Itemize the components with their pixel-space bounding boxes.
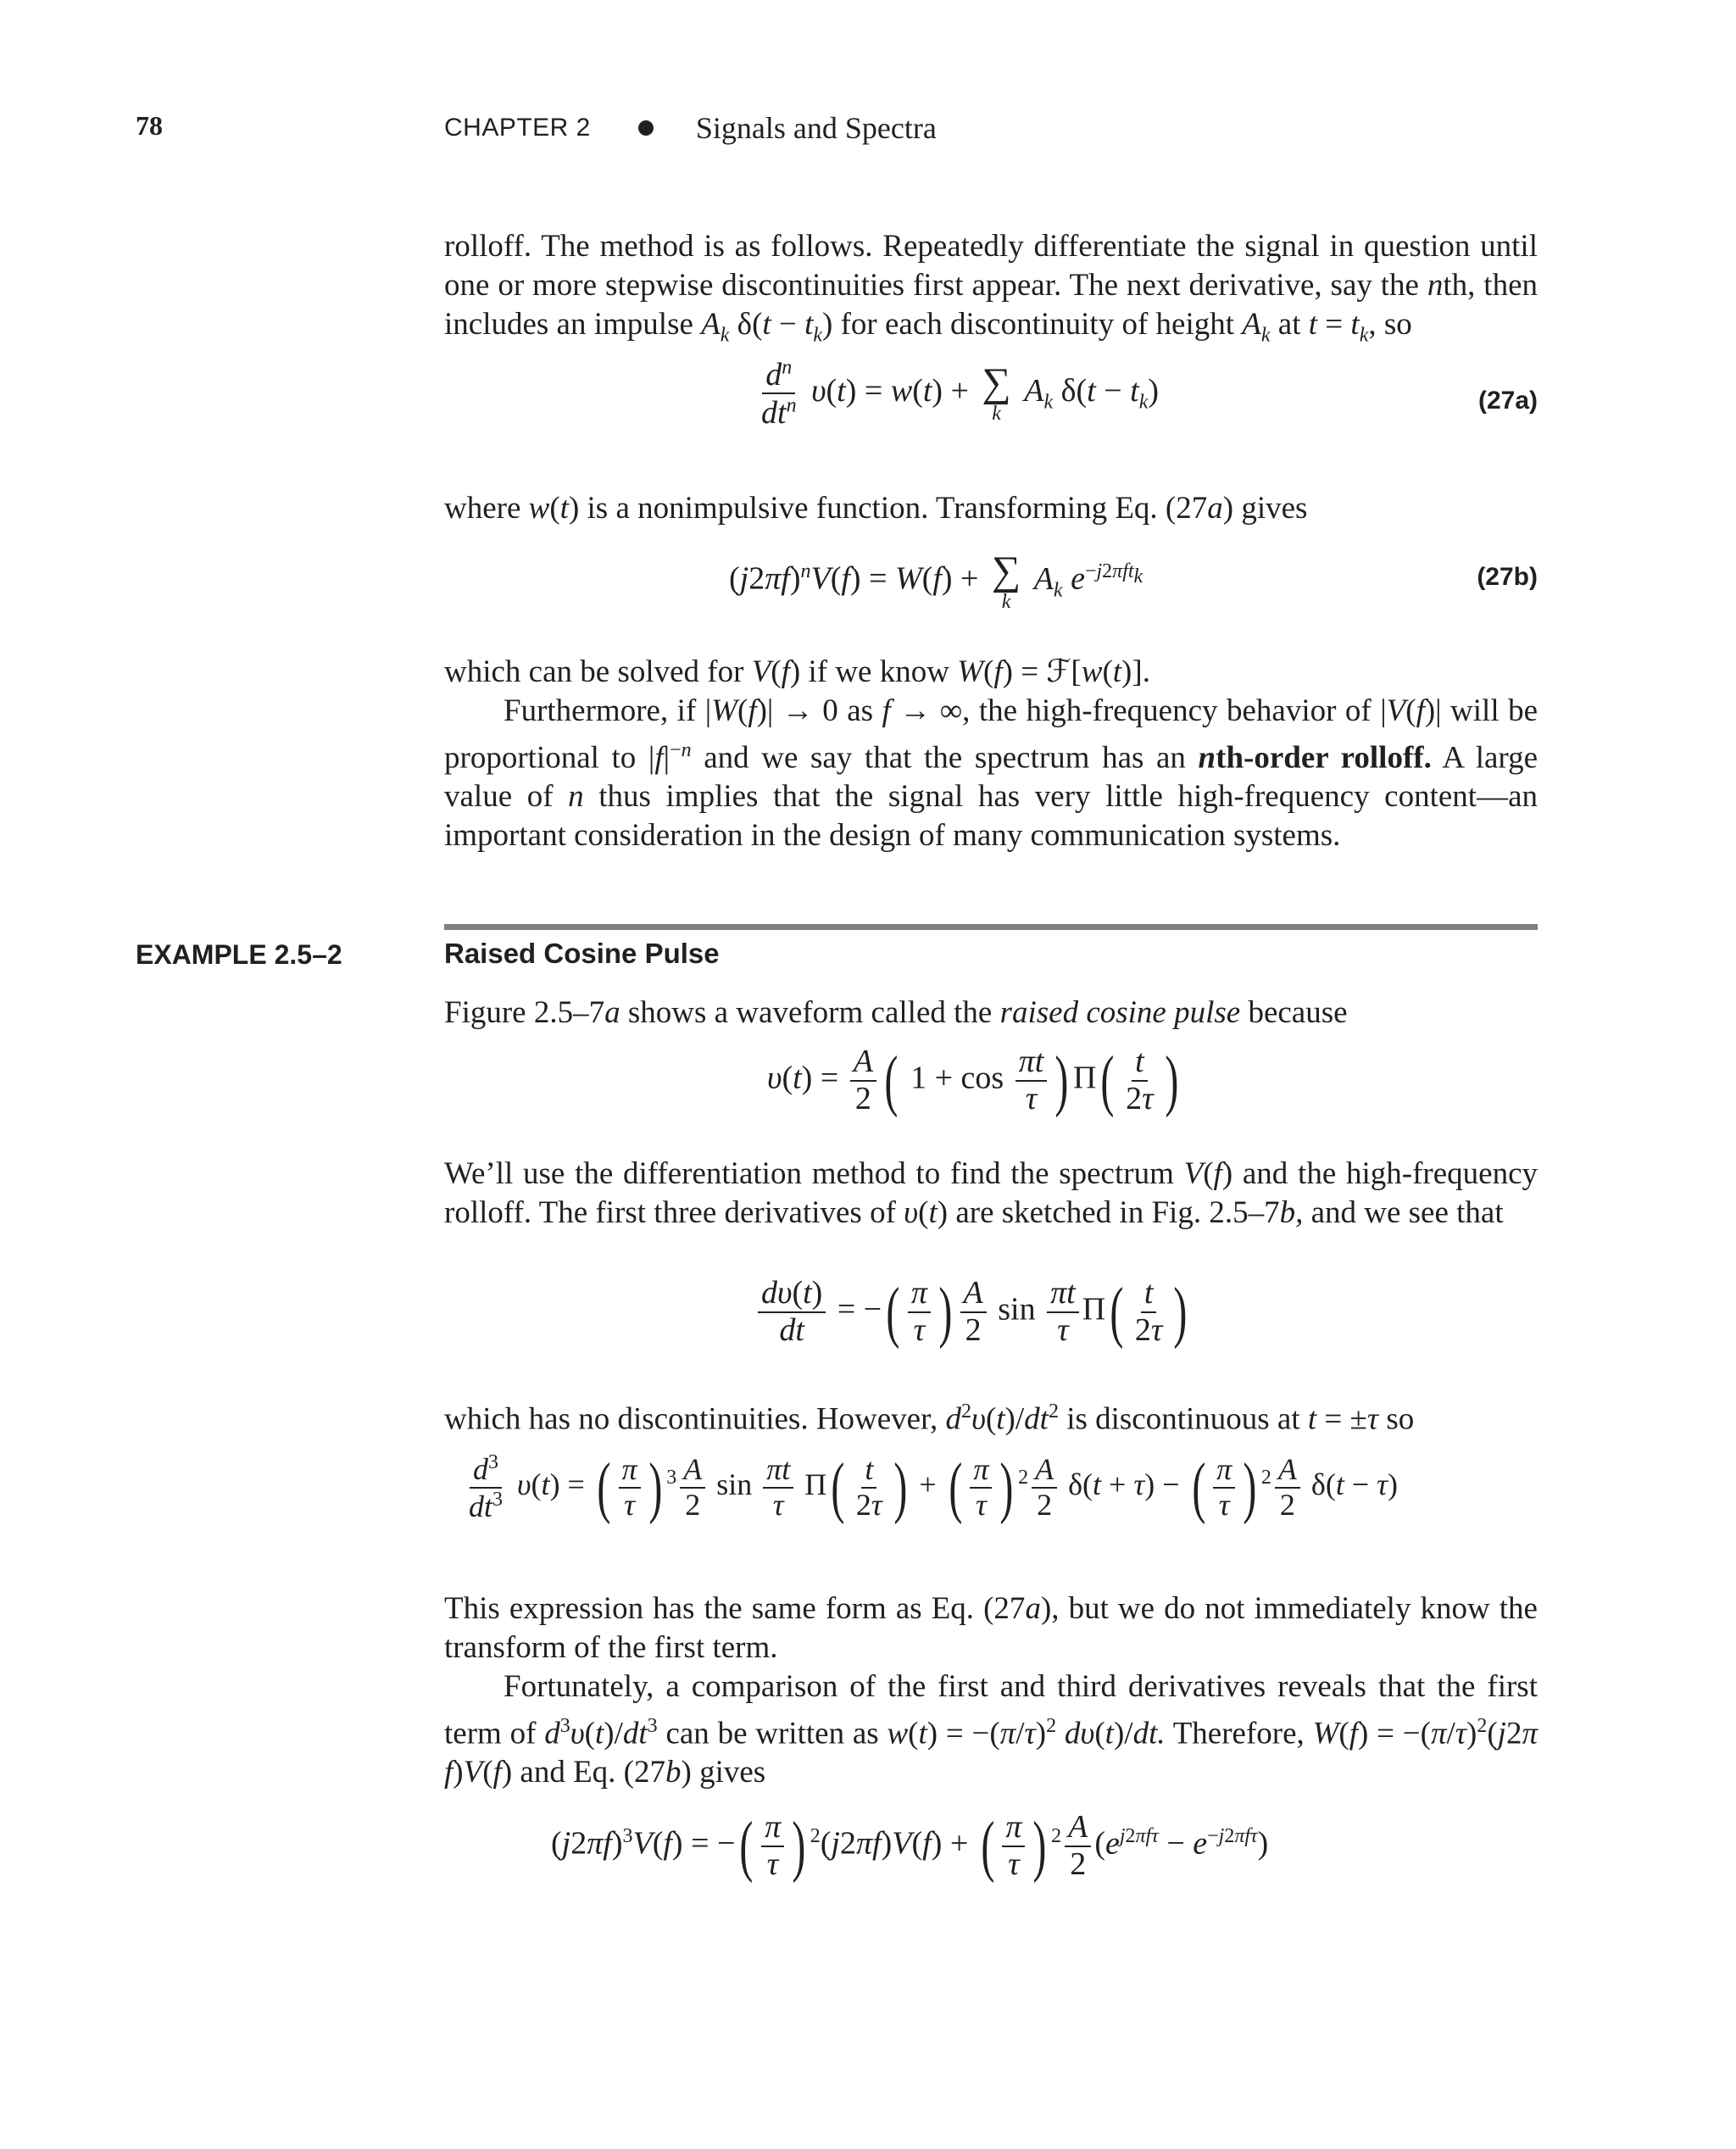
equation-final-spectrum: $(j2\pi f)^3V(f)$ = −( $\frac{\pi}{\tau}$ ) $^2$(j2πf)V(f) + ( $\frac{\pi}{\tau}$ ) $^2$ $\frac{A}{2}$ $(e^{j2\pi f\tau} - e^{-j2\pi f\tau})$ xyxy=(551,1808,1269,1884)
paragraph-same-form: This expression has the same form as Eq. (27a), but we do not immediately know the transform of the first term. Fortunately, a comparison of the first and third derivatives reveals that the first term of $d^3\upsilon(t)/dt^3$ can be written as $w(t) = -(\pi/\tau)^2$ dυ(t)/dt. Therefore, $W(f) = -(\pi/\tau)^2(j2\pi$ f)V(f) and Eq. (27b) gives xyxy=(444,1591,1538,1790)
page-number: 78 xyxy=(136,110,163,141)
paragraph-nth-order-rolloff: which can be solved for V(f) if we know W(f) = ℱ[w(t)]. Furthermore, if |W(f)| → 0 as f → ∞, the high-frequency behavior of |V(f)| will be proportional to $|f|^{-n}$ and we say that the spectrum has an nth-order rolloff. A large value of n thus implies that the signal has very little high-frequency content—an important consideration in the design of many communication systems. xyxy=(444,654,1538,854)
equation-raised-cosine: υ(t) = $\frac{A}{2}$ ( 1 + cos $\frac{\pi t}{\tau}$ ) Π( $\frac{t}{2\tau}$ ) xyxy=(767,1043,1178,1118)
paragraph-transforming: where w(t) is a nonimpulsive function. Transforming Eq. (27a) gives xyxy=(444,491,1308,526)
example-label: EXAMPLE 2.5–2 xyxy=(136,939,342,970)
chapter-label: CHAPTER 2 xyxy=(444,114,591,142)
equation-27b: $(j2\pi f)^nV(f) = W(f)$ + ∑ k $A_k$ $e^{-j2\pi ft_k}$ xyxy=(729,548,1143,613)
section-divider xyxy=(444,924,1538,930)
paragraph-rolloff-method: rolloff. The method is as follows. Repeatedly differentiate the signal in question until one or more stepwise discontinuities first appear. The next derivative, say the nth, then includes an impulse $A_k$ $\delta(t - t_k)$ for each discontinuity of height $A_k$ at $t = t_k$, so xyxy=(444,229,1538,347)
equation-number-27a: (27a) xyxy=(1477,387,1538,415)
bullet-icon xyxy=(638,120,654,136)
paragraph-figure-intro: Figure 2.5–7a shows a waveform called the raised cosine pulse because xyxy=(444,995,1348,1030)
chapter-title: Signals and Spectra xyxy=(695,111,937,145)
running-head xyxy=(444,110,937,146)
paragraph-differentiation: We’ll use the differentiation method to find the spectrum V(f) and the high-frequency rolloff. The first three derivatives of υ(t) are sketched in Fig. 2.5–7b, and we see that xyxy=(444,1156,1538,1230)
equation-number-27b: (27b) xyxy=(1477,563,1538,591)
equation-27a: $\frac{d^n}{dt^n}$ υ(t) = w(t) + ∑ k $A_k$ $\delta(t - t_k)$ xyxy=(761,356,1160,431)
equation-first-derivative: $\frac{d\upsilon(t)}{dt}$ = −( $\frac{\pi}{\tau}$ ) $\frac{A}{2}$ sin $\frac{\pi t}{\tau}$ Π( $\frac{t}{2\tau}$ ) xyxy=(754,1276,1192,1349)
equation-third-derivative: $\frac{d^3}{dt^3}$ υ(t) = ( $\frac{\pi}{\tau}$ ) $^3$ $\frac{A}{2}$ sin $\frac{\pi t}{\tau}$ Π( $\frac{t}{2\tau}$ ) + ( $\frac{\pi}{\tau}$ ) $^2$ $\frac{A}{2}$ δ(t + τ) − ( $\frac{\pi}{\tau}$ ) $^2$ $\frac{A}{2}$ δ(t − τ) xyxy=(469,1450,1399,1525)
paragraph-discontinuous: which has no discontinuities. However, $d^2\upsilon(t)/dt^2$ is discontinuous at t = ±τ so xyxy=(444,1400,1415,1437)
example-title: Raised Cosine Pulse xyxy=(444,938,720,969)
